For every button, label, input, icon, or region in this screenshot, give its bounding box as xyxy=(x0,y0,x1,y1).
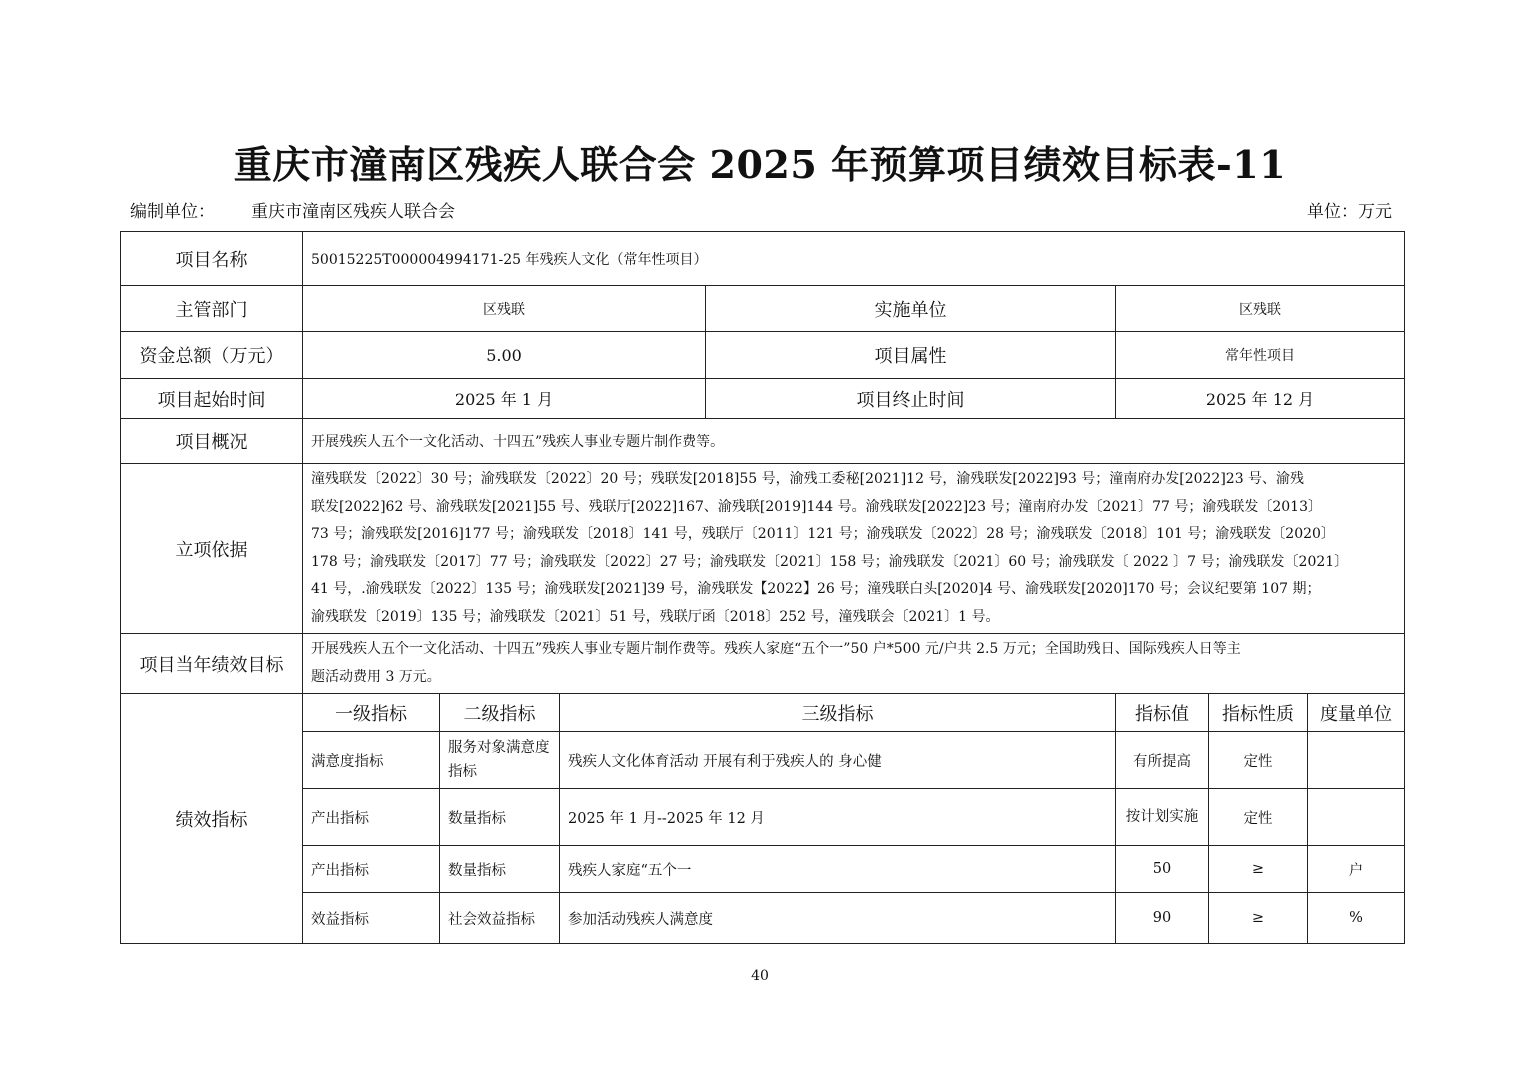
basis-value xyxy=(303,464,1405,634)
row-project-name xyxy=(121,232,1405,286)
document-title: 重庆市潼南区残疾人联合会 2025 年预算项目绩效目标表-11 xyxy=(233,142,1287,187)
indicator-row xyxy=(121,732,1405,789)
goal-value xyxy=(303,634,1405,694)
indicator-nature: 定性 xyxy=(1209,732,1308,789)
compiling-unit-label: 编制单位： xyxy=(130,202,215,222)
overview-label: 项目概况 xyxy=(121,419,303,464)
indicator-header-row xyxy=(121,694,1405,732)
impl-label: 实施单位 xyxy=(706,286,1116,332)
indicator-nature: ≥ xyxy=(1209,846,1308,893)
indicator-level2: 社会效益指标 xyxy=(440,893,560,944)
indicator-value: 按计划实施 xyxy=(1116,789,1209,846)
header-level2: 二级指标 xyxy=(440,694,560,732)
overview-value: 开展残疾人五个一文化活动、十四五”残疾人事业专题片制作费等。 xyxy=(303,419,1405,464)
row-basis xyxy=(121,464,1405,634)
fund-label: 资金总额（万元） xyxy=(121,332,303,379)
compiling-unit-name: 重庆市潼南区残疾人联合会 xyxy=(251,202,455,222)
indicator-level1: 满意度指标 xyxy=(303,732,440,789)
goal-line: 题活动费用 3 万元。 xyxy=(311,668,441,685)
project-name-value: 50015225T000004994171-25 年残疾人文化（常年性项目） xyxy=(303,232,1405,286)
currency-unit: 单位：万元 xyxy=(1307,202,1392,222)
indicator-level3: 2025 年 1 月--2025 年 12 月 xyxy=(560,789,1116,846)
fund-value: 5.00 xyxy=(303,332,706,379)
indicator-level1: 产出指标 xyxy=(303,789,440,846)
indicators-label: 绩效指标 xyxy=(121,694,303,944)
indicator-level3: 残疾人文化体育活动 开展有利于残疾人的 身心健 xyxy=(560,732,1116,789)
goal-line: 开展残疾人五个一文化活动、十四五”残疾人事业专题片制作费等。残疾人家庭“五个一”50 户*500 元/户共 2.5 万元；全国助残日、国际残疾人日等主 xyxy=(311,641,1241,657)
basis-line: 41 号，.渝残联发〔2022〕135 号；渝残联发[2021]39 号，渝残联发【2022】26 号；潼残联白头[2020]4 号、渝残联发[2020]170 号；会议纪要第 107 期； xyxy=(311,581,1321,597)
indicator-value: 90 xyxy=(1116,893,1209,944)
header-level1: 一级指标 xyxy=(303,694,440,732)
attr-value: 常年性项目 xyxy=(1116,332,1405,379)
indicator-row xyxy=(121,789,1405,846)
header-nature: 指标性质 xyxy=(1209,694,1308,732)
row-dates xyxy=(121,379,1405,419)
end-label: 项目终止时间 xyxy=(706,379,1116,419)
indicator-level1: 效益指标 xyxy=(303,893,440,944)
indicator-row xyxy=(121,893,1405,944)
attr-label: 项目属性 xyxy=(706,332,1116,379)
indicator-level3: 残疾人家庭“五个一 xyxy=(560,846,1116,893)
indicator-level1: 产出指标 xyxy=(303,846,440,893)
indicator-row xyxy=(121,846,1405,893)
performance-table xyxy=(120,231,1405,944)
indicator-level2: 数量指标 xyxy=(440,846,560,893)
indicator-unit xyxy=(1308,789,1405,846)
end-value: 2025 年 12 月 xyxy=(1116,379,1405,419)
indicator-value: 有所提高 xyxy=(1116,732,1209,789)
header-unit: 度量单位 xyxy=(1308,694,1405,732)
dept-label: 主管部门 xyxy=(121,286,303,332)
compiling-unit xyxy=(130,197,455,222)
start-value: 2025 年 1 月 xyxy=(303,379,706,419)
impl-value: 区残联 xyxy=(1116,286,1405,332)
indicator-nature: ≥ xyxy=(1209,893,1308,944)
indicator-value: 50 xyxy=(1116,846,1209,893)
goal-label: 项目当年绩效目标 xyxy=(121,634,303,694)
indicator-level3: 参加活动残疾人满意度 xyxy=(560,893,1116,944)
indicator-unit: % xyxy=(1308,893,1405,944)
row-department xyxy=(121,286,1405,332)
row-annual-goal xyxy=(121,634,1405,694)
basis-line: 潼残联发〔2022〕30 号；渝残联发〔2022〕20 号；残联发[2018]55 号，渝残工委秘[2021]12 号，渝残联发[2022]93 号；潼南府办发[2022]23 号、渝残 xyxy=(311,471,1305,487)
row-overview xyxy=(121,419,1405,464)
start-label: 项目起始时间 xyxy=(121,379,303,419)
indicator-level2: 服务对象满意度指标 xyxy=(440,732,560,789)
basis-line: 73 号；渝残联发[2016]177 号；渝残联发〔2018〕141 号，残联厅〔2011〕121 号；渝残联发〔2022〕28 号；渝残联发〔2018〕101 号；渝残联发〔2020〕 xyxy=(311,526,1335,542)
project-name-label: 项目名称 xyxy=(121,232,303,286)
basis-line: 联发[2022]62 号、渝残联发[2021]55 号、残联厅[2022]167、渝残联[2019]144 号。渝残联发[2022]23 号；潼南府办发〔2021〕77 号；渝残联发〔2013〕 xyxy=(311,498,1322,515)
header-level3: 三级指标 xyxy=(560,694,1116,732)
indicator-unit xyxy=(1308,732,1405,789)
indicator-unit: 户 xyxy=(1308,846,1405,893)
page-number: 40 xyxy=(751,968,769,984)
row-fund xyxy=(121,332,1405,379)
basis-label: 立项依据 xyxy=(121,464,303,634)
basis-line: 178 号；渝残联发〔2017〕77 号；渝残联发〔2022〕27 号；渝残联发〔2021〕158 号；渝残联发〔2021〕60 号；渝残联发〔 2022 〕7 号；渝残联发〔2021〕 xyxy=(311,553,1349,570)
header-value: 指标值 xyxy=(1116,694,1209,732)
indicator-level2: 数量指标 xyxy=(440,789,560,846)
dept-value: 区残联 xyxy=(303,286,706,332)
indicator-nature: 定性 xyxy=(1209,789,1308,846)
basis-line: 渝残联发〔2019〕135 号；渝残联发〔2021〕51 号，残联厅函〔2018〕252 号，潼残联会〔2021〕1 号。 xyxy=(311,608,1000,625)
